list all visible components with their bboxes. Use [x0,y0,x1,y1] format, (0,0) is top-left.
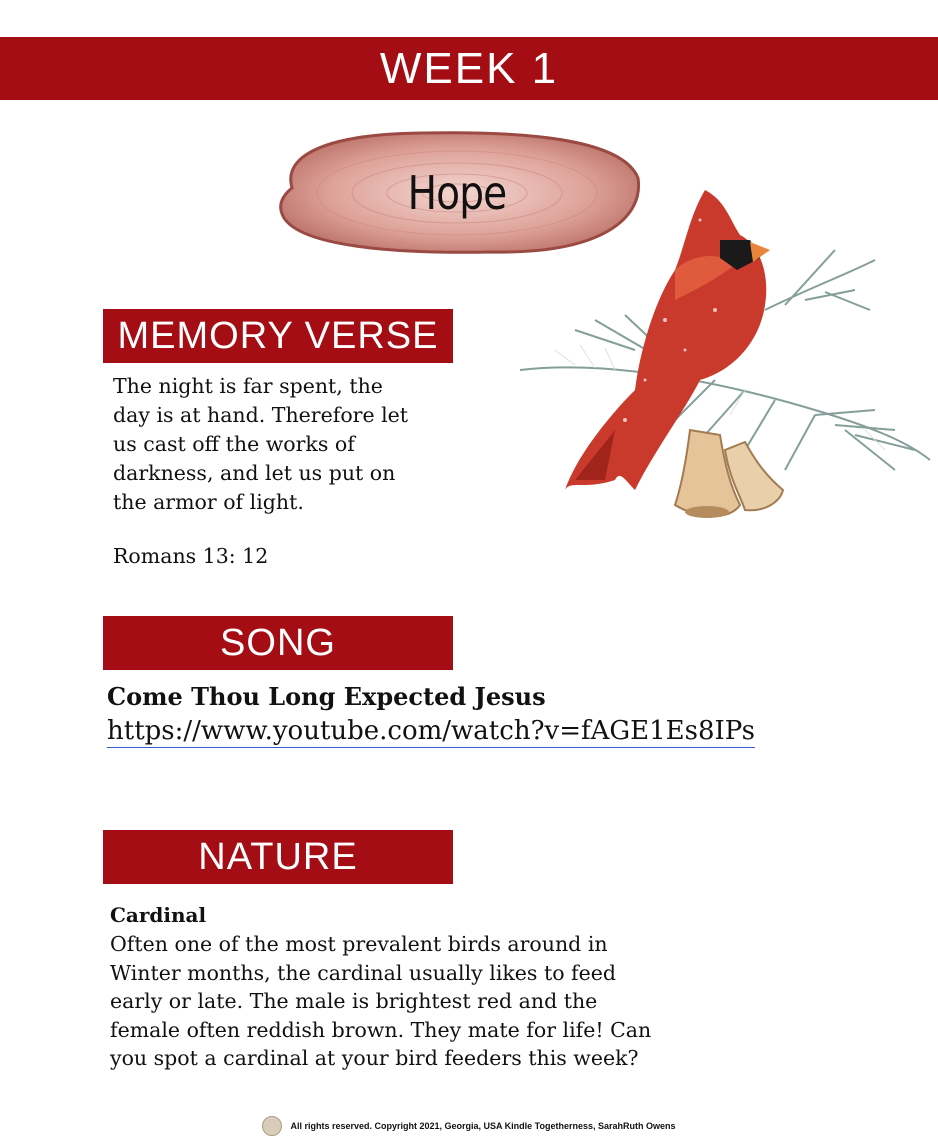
nature-heading: NATURE [198,835,358,878]
verse-line: us cast off the works of [113,432,355,456]
week-title: WEEK 1 [379,43,559,93]
song-link[interactable]: https://www.youtube.com/watch?v=fAGE1Es8IPs [107,716,755,746]
song-banner [103,616,453,670]
nature-line: Often one of the most prevalent birds around in [110,932,608,956]
song-title: Come Thou Long Expected Jesus [107,682,546,711]
nature-line: early or late. The male is brightest red and the [110,989,598,1013]
memory-verse-banner [103,309,453,363]
nature-subject: Cardinal [110,903,207,927]
song-heading: SONG [220,621,336,664]
verse-reference: Romans 13: 12 [113,544,269,568]
nature-banner [103,830,453,884]
nature-line: Winter months, the cardinal usually likes to feed [110,960,617,985]
memory-verse-heading: MEMORY VERSE [117,314,439,357]
nature-line: female often reddish brown. They mate for life! Can [110,1017,652,1042]
brand-logo-icon [262,1116,282,1136]
verse-line: darkness, and let us put on [113,461,396,485]
nature-line: you spot a cardinal at your bird feeders this week? [110,1046,639,1070]
cardinal-illustration [515,180,935,530]
verse-line: the armor of light. [113,490,304,514]
verse-line: The night is far spent, the [113,374,383,398]
theme-word: Hope [407,166,507,220]
memory-verse-text [113,372,453,517]
verse-line: day is at hand. Therefore let [113,403,409,427]
footer [0,1116,938,1136]
nature-description [110,930,730,1073]
copyright-text: All rights reserved. Copyright 2021, Georgia, USA Kindle Togetherness, SarahRuth Owens [290,1121,676,1131]
week-banner [0,37,938,100]
